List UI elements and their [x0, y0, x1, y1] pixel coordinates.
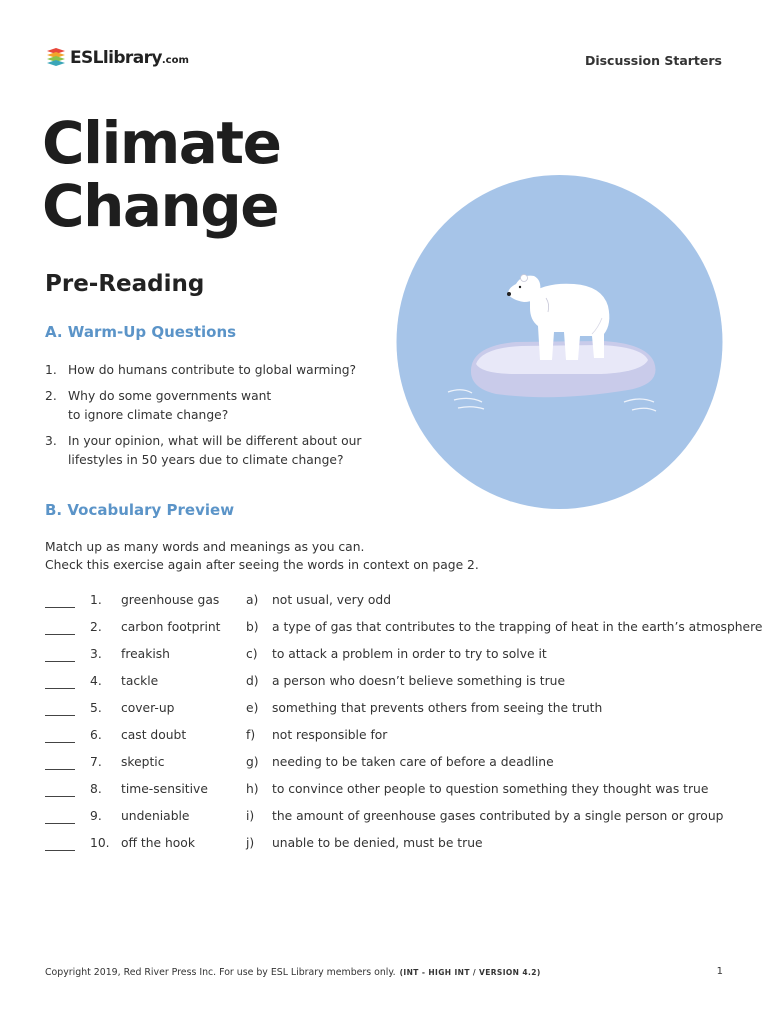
vocab-term: cast doubt — [121, 728, 187, 742]
question-line: How do humans contribute to global warming? — [68, 363, 357, 377]
warm-up-question-list — [45, 361, 375, 477]
term-number: 3. — [90, 647, 102, 661]
question-line: Why do some governments want — [68, 389, 272, 403]
answer-blank[interactable] — [45, 769, 75, 770]
term-number: 9. — [90, 809, 102, 823]
vocab-term: time-sensitive — [121, 782, 208, 796]
vocabulary-instructions — [45, 539, 479, 574]
vocab-definition: to convince other people to question something they thought was true — [272, 782, 709, 796]
page-number: 1 — [716, 966, 723, 977]
vocab-term: skeptic — [121, 755, 165, 769]
copyright-text: Copyright 2019, Red River Press Inc. For use by ESL Library members only. — [45, 967, 396, 978]
title-line-1: Climate — [42, 109, 281, 177]
question-item — [45, 432, 375, 470]
definition-letter: c) — [246, 647, 258, 661]
vocab-row — [45, 753, 745, 780]
vocab-definition: not usual, very odd — [272, 593, 392, 607]
answer-blank[interactable] — [45, 607, 75, 608]
question-number: 3. — [45, 434, 57, 448]
term-number: 7. — [90, 755, 102, 769]
term-number: 4. — [90, 674, 102, 688]
vocab-row — [45, 807, 745, 834]
question-line: In your opinion, what will be different about our — [68, 434, 362, 448]
term-number: 8. — [90, 782, 102, 796]
vocab-definition: to attack a problem in order to try to solve it — [272, 647, 547, 661]
version-text: (INT - HIGH INT / VERSION 4.2) — [399, 968, 541, 977]
instruction-line: Match up as many words and meanings as you can. — [45, 540, 365, 554]
question-text — [68, 387, 375, 425]
vocab-definition: unable to be denied, must be true — [272, 836, 483, 850]
vocab-term: undeniable — [121, 809, 190, 823]
vocab-row — [45, 672, 745, 699]
definition-letter: g) — [246, 755, 259, 769]
term-number: 2. — [90, 620, 102, 634]
logo-text — [70, 48, 189, 68]
question-text — [68, 432, 375, 470]
footer-copyright — [45, 967, 541, 978]
vocab-row — [45, 834, 745, 861]
vocab-definition: a person who doesn’t believe something is true — [272, 674, 566, 688]
vocab-term: carbon footprint — [121, 620, 221, 634]
question-item — [45, 361, 375, 380]
vocab-term: freakish — [121, 647, 170, 661]
vocab-term: tackle — [121, 674, 159, 688]
definition-letter: d) — [246, 674, 259, 688]
definition-letter: h) — [246, 782, 259, 796]
vocab-row — [45, 645, 745, 672]
answer-blank[interactable] — [45, 850, 75, 851]
logo-wordmark: ESLlibrary — [70, 48, 162, 68]
definition-letter: f) — [246, 728, 256, 742]
pre-reading-heading: Pre-Reading — [45, 271, 205, 297]
vocab-row — [45, 699, 745, 726]
question-number: 2. — [45, 389, 57, 403]
answer-blank[interactable] — [45, 661, 75, 662]
answer-blank[interactable] — [45, 823, 75, 824]
vocab-term: greenhouse gas — [121, 593, 220, 607]
vocab-definition: the amount of greenhouse gases contributed by a single person or group — [272, 809, 724, 823]
stacked-books-icon — [45, 46, 67, 70]
vocab-row — [45, 780, 745, 807]
vocab-row — [45, 591, 745, 618]
polar-bear-illustration — [396, 174, 723, 510]
instruction-line: Check this exercise again after seeing the words in context on page 2. — [45, 557, 479, 572]
question-line: to ignore climate change? — [68, 408, 229, 422]
definition-letter: b) — [246, 620, 259, 634]
warm-up-heading: A. Warm-Up Questions — [45, 323, 237, 341]
answer-blank[interactable] — [45, 796, 75, 797]
vocab-term: off the hook — [121, 836, 195, 850]
answer-blank[interactable] — [45, 688, 75, 689]
vocab-definition: something that prevents others from seeing the truth — [272, 701, 603, 715]
answer-blank[interactable] — [45, 742, 75, 743]
answer-blank[interactable] — [45, 715, 75, 716]
answer-blank[interactable] — [45, 634, 75, 635]
definition-letter: i) — [246, 809, 255, 823]
question-number: 1. — [45, 363, 57, 377]
question-text — [68, 361, 375, 380]
vocab-row — [45, 726, 745, 753]
vocabulary-preview-heading: B. Vocabulary Preview — [45, 501, 235, 519]
vocab-term: cover-up — [121, 701, 175, 715]
term-number: 6. — [90, 728, 102, 742]
title-line-2: Change — [42, 172, 279, 240]
logo-suffix: .com — [161, 55, 189, 66]
question-item — [45, 387, 375, 425]
section-label: Discussion Starters — [584, 53, 722, 68]
esl-library-logo — [45, 44, 189, 72]
polar-bear-on-ice-floe-icon — [396, 174, 723, 510]
term-number: 5. — [90, 701, 102, 715]
vocab-definition: needing to be taken care of before a deadline — [272, 755, 554, 769]
definition-letter: e) — [246, 701, 259, 715]
vocab-row — [45, 618, 763, 645]
vocab-definition: a type of gas that contributes to the trapping of heat in the earth’s atmosphere — [272, 620, 763, 634]
question-line: lifestyles in 50 years due to climate change? — [68, 453, 344, 467]
definition-letter: j) — [246, 836, 255, 850]
term-number: 1. — [90, 593, 102, 607]
definition-letter: a) — [246, 593, 259, 607]
vocabulary-match-table — [45, 591, 763, 861]
term-number: 10. — [90, 836, 110, 850]
vocab-definition: not responsible for — [272, 728, 388, 742]
page-title — [42, 109, 281, 240]
